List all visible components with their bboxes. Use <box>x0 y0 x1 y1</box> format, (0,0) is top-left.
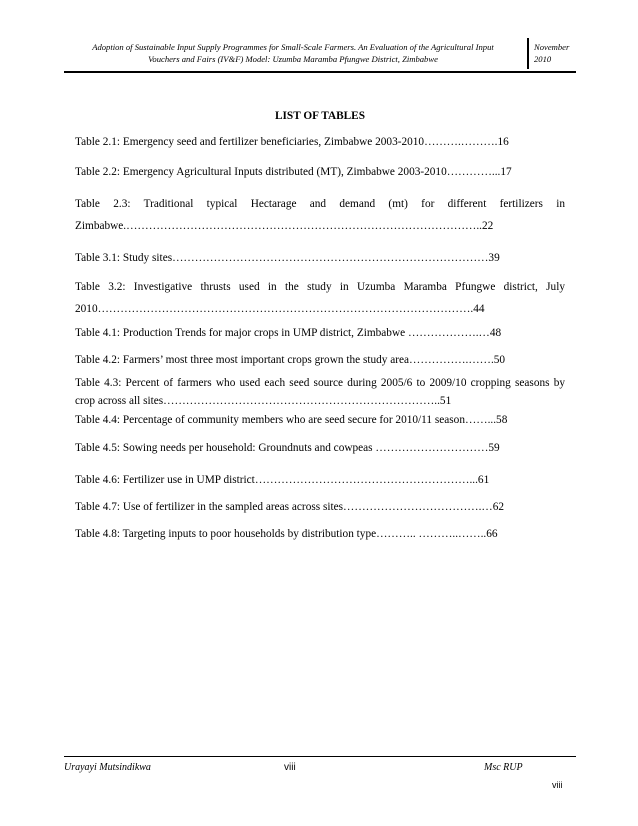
footer-page-roman: viii <box>284 762 296 773</box>
footer-program: Msc RUP <box>484 762 523 773</box>
running-header-date <box>534 41 594 65</box>
header-year: 2010 <box>534 54 552 64</box>
toc-entry-4-6: Table 4.6: Fertilizer use in UMP district…………………………………………………...61 <box>75 474 490 486</box>
toc-entry-3-1: Table 3.1: Study sites…………………………………………………………………………39 <box>75 252 500 264</box>
header-divider <box>527 38 529 69</box>
running-header-title <box>64 41 522 65</box>
toc-entry-4-5: Table 4.5: Sowing needs per household: Groundnuts and cowpeas …………………………59 <box>75 442 500 454</box>
header-rule <box>64 71 576 73</box>
page-title: LIST OF TABLES <box>275 110 365 122</box>
toc-entry-2-3: Table 2.3: Traditional typical Hectarage and demand (mt) for different fertilizers in Zimbabwe.…………………………………………………………………………………..22 <box>75 198 565 232</box>
toc-entry-4-7: Table 4.7: Use of fertilizer in the sampled areas across sites……………………………….…62 <box>75 501 505 513</box>
toc-entry-4-3: Table 4.3: Percent of farmers who used each seed source during 2005/6 to 2009/10 cropping seasons by crop across all sites………………………………………………………………..51 <box>75 377 565 407</box>
toc-entry-4-2: Table 4.2: Farmers’ most three most important crops grown the study area…………….…….50 <box>75 354 506 366</box>
header-line-1: Adoption of Sustainable Input Supply Programmes for Small-Scale Farmers. An Evaluation of the Agricultural Input <box>92 42 494 52</box>
page-number: viii <box>552 780 563 790</box>
toc-entry-2-2: Table 2.2: Emergency Agricultural Inputs distributed (MT), Zimbabwe 2003-2010…………...17 <box>75 166 512 178</box>
toc-entry-3-2: Table 3.2: Investigative thrusts used in the study in Uzumba Maramba Pfungwe district, July 2010……………………………………………………………………………………….44 <box>75 281 565 315</box>
footer-author: Urayayi Mutsindikwa <box>64 762 151 773</box>
toc-entry-4-4: Table 4.4: Percentage of community members who are seed secure for 2010/11 season……...58 <box>75 414 508 426</box>
footer-rule <box>64 756 576 757</box>
header-month: November <box>534 42 570 52</box>
toc-entry-4-8: Table 4.8: Targeting inputs to poor households by distribution type……….. ………..……..66 <box>75 528 498 540</box>
header-line-2: Vouchers and Fairs (IV&F) Model: Uzumba Maramba Pfungwe District, Zimbabwe <box>148 54 438 64</box>
toc-entry-2-1: Table 2.1: Emergency seed and fertilizer beneficiaries, Zimbabwe 2003-2010……….……….16 <box>75 136 509 148</box>
toc-entry-4-1: Table 4.1: Production Trends for major crops in UMP district, Zimbabwe ……………….…48 <box>75 327 502 339</box>
